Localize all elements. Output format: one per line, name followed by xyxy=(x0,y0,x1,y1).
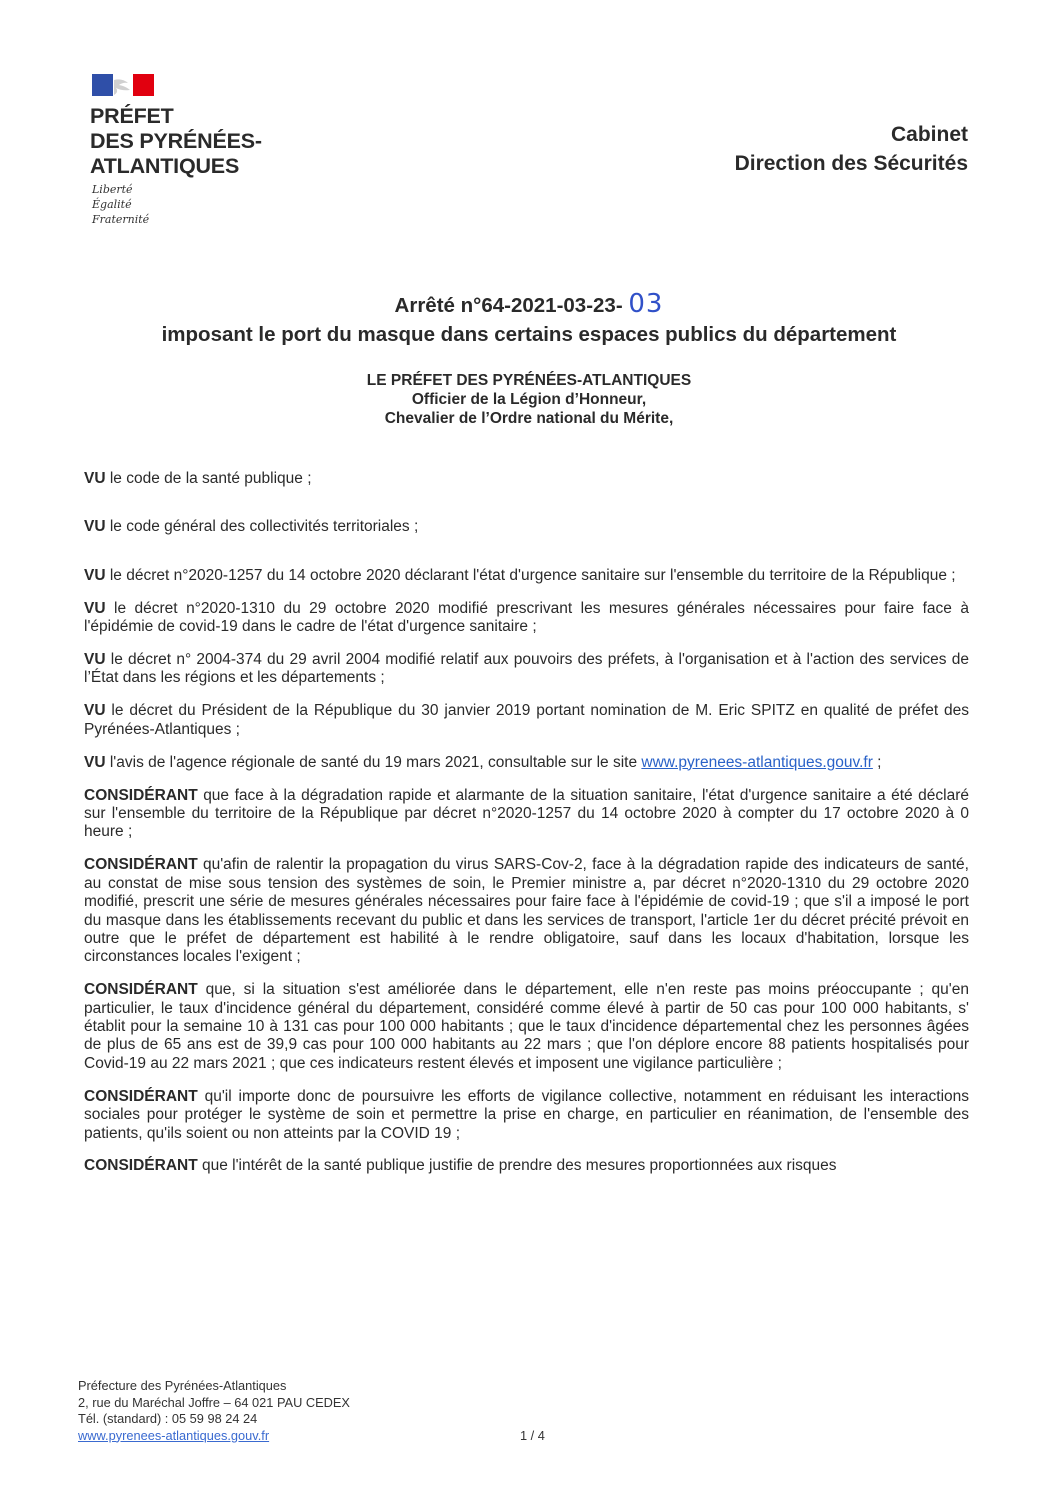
paragraph-text: le décret n°2020-1257 du 14 octobre 2020 déclarant l'état d'urgence sanitaire sur l'ensemble du territoire de la République ; xyxy=(105,566,956,584)
decree-title xyxy=(80,290,978,349)
paragraph-considerant xyxy=(84,856,969,966)
paragraph-text: que l'intérêt de la santé publique justifie de prendre des mesures proportionnées aux risques xyxy=(197,1157,837,1175)
paragraph-vu xyxy=(84,651,969,688)
paragraph-vu xyxy=(84,702,969,739)
page-number: 1 / 4 xyxy=(520,1428,545,1443)
paragraph-keyword: CONSIDÉRANT xyxy=(84,856,198,874)
brand-line-2: DES PYRÉNÉES- xyxy=(90,129,262,153)
paragraph-vu xyxy=(84,754,969,772)
paragraph-text: le décret n° 2004-374 du 29 avril 2004 modifié relatif aux pouvoirs des préfets, à l'organisation et à l'action des services de l’État dans les régions et les départements ; xyxy=(84,651,969,687)
paragraph-text: le code général des collectivités territoriales ; xyxy=(105,518,419,536)
paragraph-vu xyxy=(84,518,969,536)
paragraph-keyword: VU xyxy=(84,518,106,536)
paragraph-considerant xyxy=(84,981,969,1073)
paragraph-vu xyxy=(84,470,969,488)
paragraph-text: qu'il importe donc de poursuivre les efforts de vigilance collective, notamment en réduisant les interactions sociales pour protéger le système de soin et permettre la prise en charge, en particulier en réanimation, de l'ensemble des patients, qu'ils soient ou non atteints par la COVID 19 ; xyxy=(84,1087,969,1142)
motto-liberte: Liberté xyxy=(92,183,133,196)
decree-body xyxy=(84,470,969,1190)
footer-line-address: 2, rue du Maréchal Joffre – 64 021 PAU CEDEX xyxy=(78,1394,350,1410)
marianne-flag-logo xyxy=(92,74,154,96)
brand-line-3: ATLANTIQUES xyxy=(90,154,240,178)
service-heading xyxy=(735,120,968,178)
footer-line-phone: Tél. (standard) : 05 59 98 24 24 xyxy=(78,1411,258,1426)
paragraph-keyword: VU xyxy=(84,702,106,720)
signatory-line-2: Officier de la Légion d’Honneur, xyxy=(411,391,647,408)
motto-fraternite: Fraternité xyxy=(92,213,150,226)
paragraph-text: le décret n°2020-1310 du 29 octobre 2020 modifié prescrivant les mesures générales nécessaires pour faire face à l'épidémie de covid-19 dans le cadre de l'état d'urgence sanitaire ; xyxy=(84,599,969,636)
service-direction: Direction des Sécurités xyxy=(734,152,968,175)
paragraph-keyword: CONSIDÉRANT xyxy=(84,1087,198,1105)
signatory-block xyxy=(80,371,978,428)
signatory-line-1: LE PRÉFET DES PYRÉNÉES-ATLANTIQUES xyxy=(366,372,692,389)
paragraph-vu xyxy=(84,600,969,637)
prefet-brand-name xyxy=(90,104,262,179)
paragraph-text: que face à la dégradation rapide et alarmante de la situation sanitaire, l'état d'urgence sanitaire a été déclaré sur l'ensemble du territoire de la République par décret n°2020-1257 du 14 octobre 2020 à compter du 17 octobre 2020 à 0 heure ; xyxy=(84,786,969,841)
paragraph-considerant xyxy=(84,787,969,842)
paragraph-text-end: ; xyxy=(872,753,882,771)
paragraph-considerant xyxy=(84,1157,969,1175)
motto-egalite: Égalité xyxy=(92,198,132,211)
decree-number xyxy=(80,290,978,320)
paragraph-text: que, si la situation s'est améliorée dans le département, elle n'en reste pas moins préoccupante ; qu'en particulier, le taux d'incidence général du département, considéré comme élevé à partir de 50 cas pour 100 000 habitants, s' établit pour la semaine 10 à 131 cas pour 100 000 habitants ; que le taux d'incidence départemental chez les personnes âgées de plus de 65 ans est de 39,9 cas pour 100 000 habitants au 22 mars ; que l'on déplore encore 88 patients hospitalisés pour Covid-19 au 22 mars 2021 ; que ces indicateurs restent élevés et imposent une vigilance particulière ; xyxy=(84,981,969,1072)
paragraph-keyword: VU xyxy=(84,566,106,584)
republic-motto xyxy=(92,182,149,227)
prefecture-footer xyxy=(78,1378,350,1444)
paragraph-text: l'avis de l'agence régionale de santé du 19 mars 2021, consultable sur le site xyxy=(105,753,642,771)
brand-line-1: PRÉFET xyxy=(90,104,174,128)
paragraph-keyword: VU xyxy=(84,599,106,617)
ars-website-link[interactable]: www.pyrenees-atlantiques.gouv.fr xyxy=(641,753,873,771)
paragraph-keyword: VU xyxy=(84,651,106,669)
paragraph-considerant xyxy=(84,1088,969,1143)
paragraph-keyword: VU xyxy=(84,753,106,771)
paragraph-vu xyxy=(84,567,969,585)
footer-website-link[interactable]: www.pyrenees-atlantiques.gouv.fr xyxy=(78,1427,270,1443)
paragraph-keyword: VU xyxy=(84,470,106,487)
decree-subject: imposant le port du masque dans certains espaces publics du département xyxy=(161,323,897,346)
footer-line-name: Préfecture des Pyrénées-Atlantiques xyxy=(78,1378,287,1393)
paragraph-text: le code de la santé publique ; xyxy=(105,470,312,487)
paragraph-text: qu'afin de ralentir la propagation du virus SARS-Cov-2, face à la dégradation rapide des indicateurs de santé, au constat de mise sous tension des systèmes de soin, le Premier ministre a, par décret n°2020-1310 du 29 octobre 2020 modifié, prescrit une série de mesures générales nécessaires pour faire face à l'épidémie de covid-19 ; que s'il a imposé le port du masque dans les établissements recevant du public et dans les services de transport, l'article 1er du décret précité prévoit en outre que le préfet de département est habilité à le rendre obligatoire, sauf dans les locaux d'habitation, lorsque les circonstances locales l'exigent ; xyxy=(84,856,969,966)
decree-number-prefix: Arrêté n°64-2021-03-23- xyxy=(394,294,623,317)
paragraph-text: le décret du Président de la République du 30 janvier 2019 portant nomination de M. Eric SPITZ en qualité de préfet des Pyrénées-Atlantiques ; xyxy=(84,702,969,738)
signatory-line-3: Chevalier de l’Ordre national du Mérite, xyxy=(384,410,674,427)
decree-number-handwritten: 03 xyxy=(628,289,664,319)
paragraph-keyword: CONSIDÉRANT xyxy=(84,786,198,804)
paragraph-keyword: CONSIDÉRANT xyxy=(84,981,198,999)
service-cabinet: Cabinet xyxy=(890,123,968,146)
paragraph-keyword: CONSIDÉRANT xyxy=(84,1157,198,1175)
